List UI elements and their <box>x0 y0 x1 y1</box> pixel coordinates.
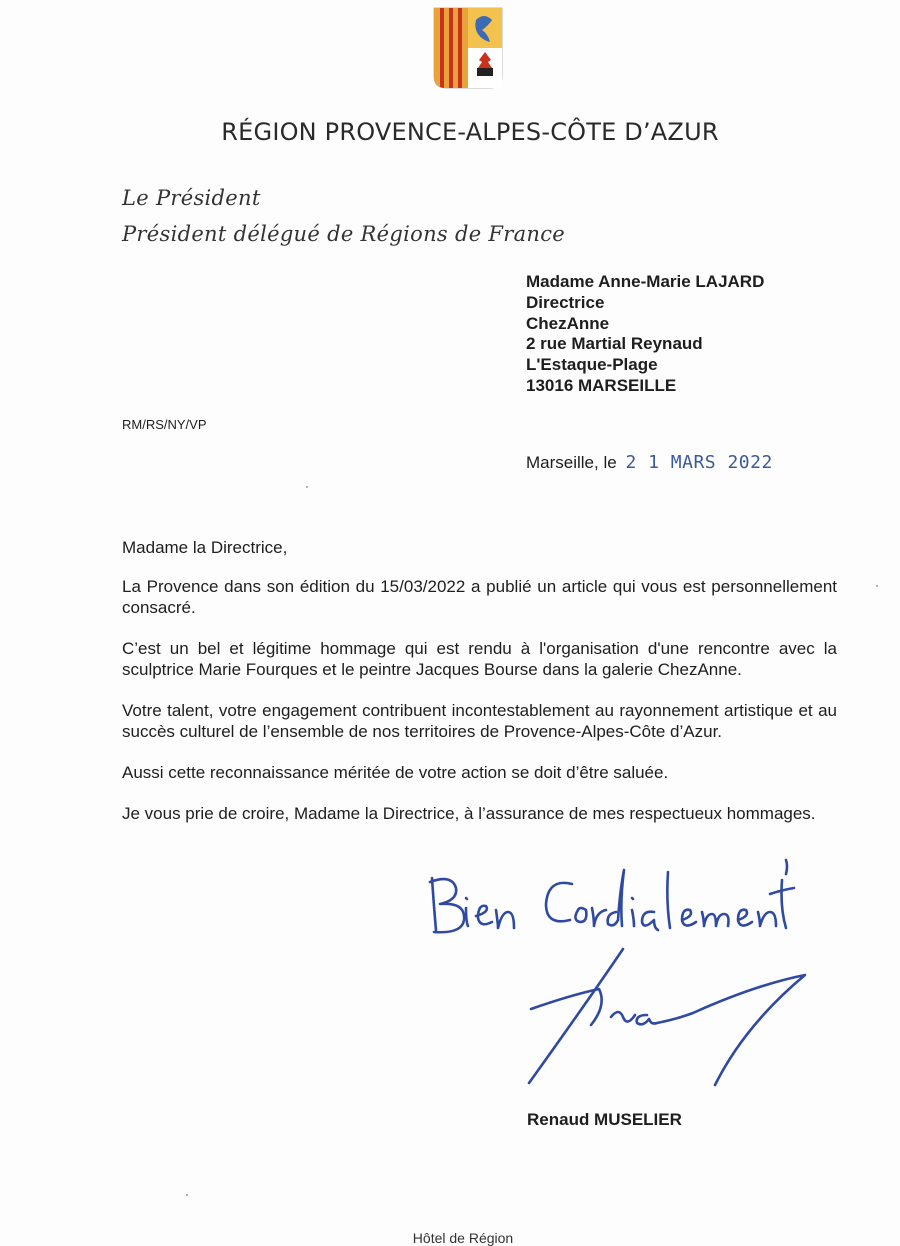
signature <box>515 945 825 1090</box>
recipient-organization: ChezAnne <box>526 313 610 333</box>
date-prefix: Marseille, le <box>526 453 617 472</box>
region-name: RÉGION PROVENCE-ALPES-CÔTE D’AZUR <box>221 118 719 146</box>
letter-body <box>122 537 837 844</box>
recipient-locality: L'Estaque-Plage <box>526 355 658 375</box>
recipient-city: 13016 MARSEILLE <box>526 375 677 395</box>
recipient-role: Directrice <box>526 292 605 312</box>
recipient-name: Madame Anne-Marie LAJARD <box>526 272 765 291</box>
recipient-street: 2 rue Martial Reynaud <box>526 334 703 354</box>
date-stamp: 2 1 MARS 2022 <box>625 452 773 473</box>
reference-code: RM/RS/NY/VP <box>122 417 207 432</box>
sender-title: Le Président <box>122 186 261 210</box>
body-paragraph: La Provence dans son édition du 15/03/2022 a publié un article qui vous est personnellement consacré. <box>122 577 837 617</box>
body-paragraph: C’est un bel et légitime hommage qui est rendu à l'organisation d'une rencontre avec la sculptrice Marie Fourques et le peintre Jacques Bourse dans la galerie ChezAnne. <box>122 639 837 679</box>
date-line <box>526 452 773 473</box>
scan-speck <box>876 585 878 587</box>
scan-speck <box>306 486 308 488</box>
body-paragraph: Aussi cette reconnaissance méritée de votre action se doit d’être saluée. <box>122 763 669 782</box>
closing-formula: Je vous prie de croire, Madame la Directrice, à l’assurance de mes respectueux hommages. <box>122 804 816 823</box>
sender-subtitle: Président délégué de Régions de France <box>122 222 566 246</box>
body-paragraph: Votre talent, votre engagement contribuent incontestablement au rayonnement artistique et au succès culturel de l’ensemble de nos territoires de Provence-Alpes-Côte d’Azur. <box>122 701 837 741</box>
signatory-name: Renaud MUSELIER <box>527 1110 682 1129</box>
footer-address: Hôtel de Région <box>412 1230 514 1246</box>
scan-speck <box>186 1194 188 1196</box>
recipient-address <box>526 272 764 397</box>
handwritten-closing <box>420 840 820 950</box>
salutation: Madame la Directrice, <box>122 538 288 557</box>
coat-of-arms-icon <box>432 6 504 94</box>
